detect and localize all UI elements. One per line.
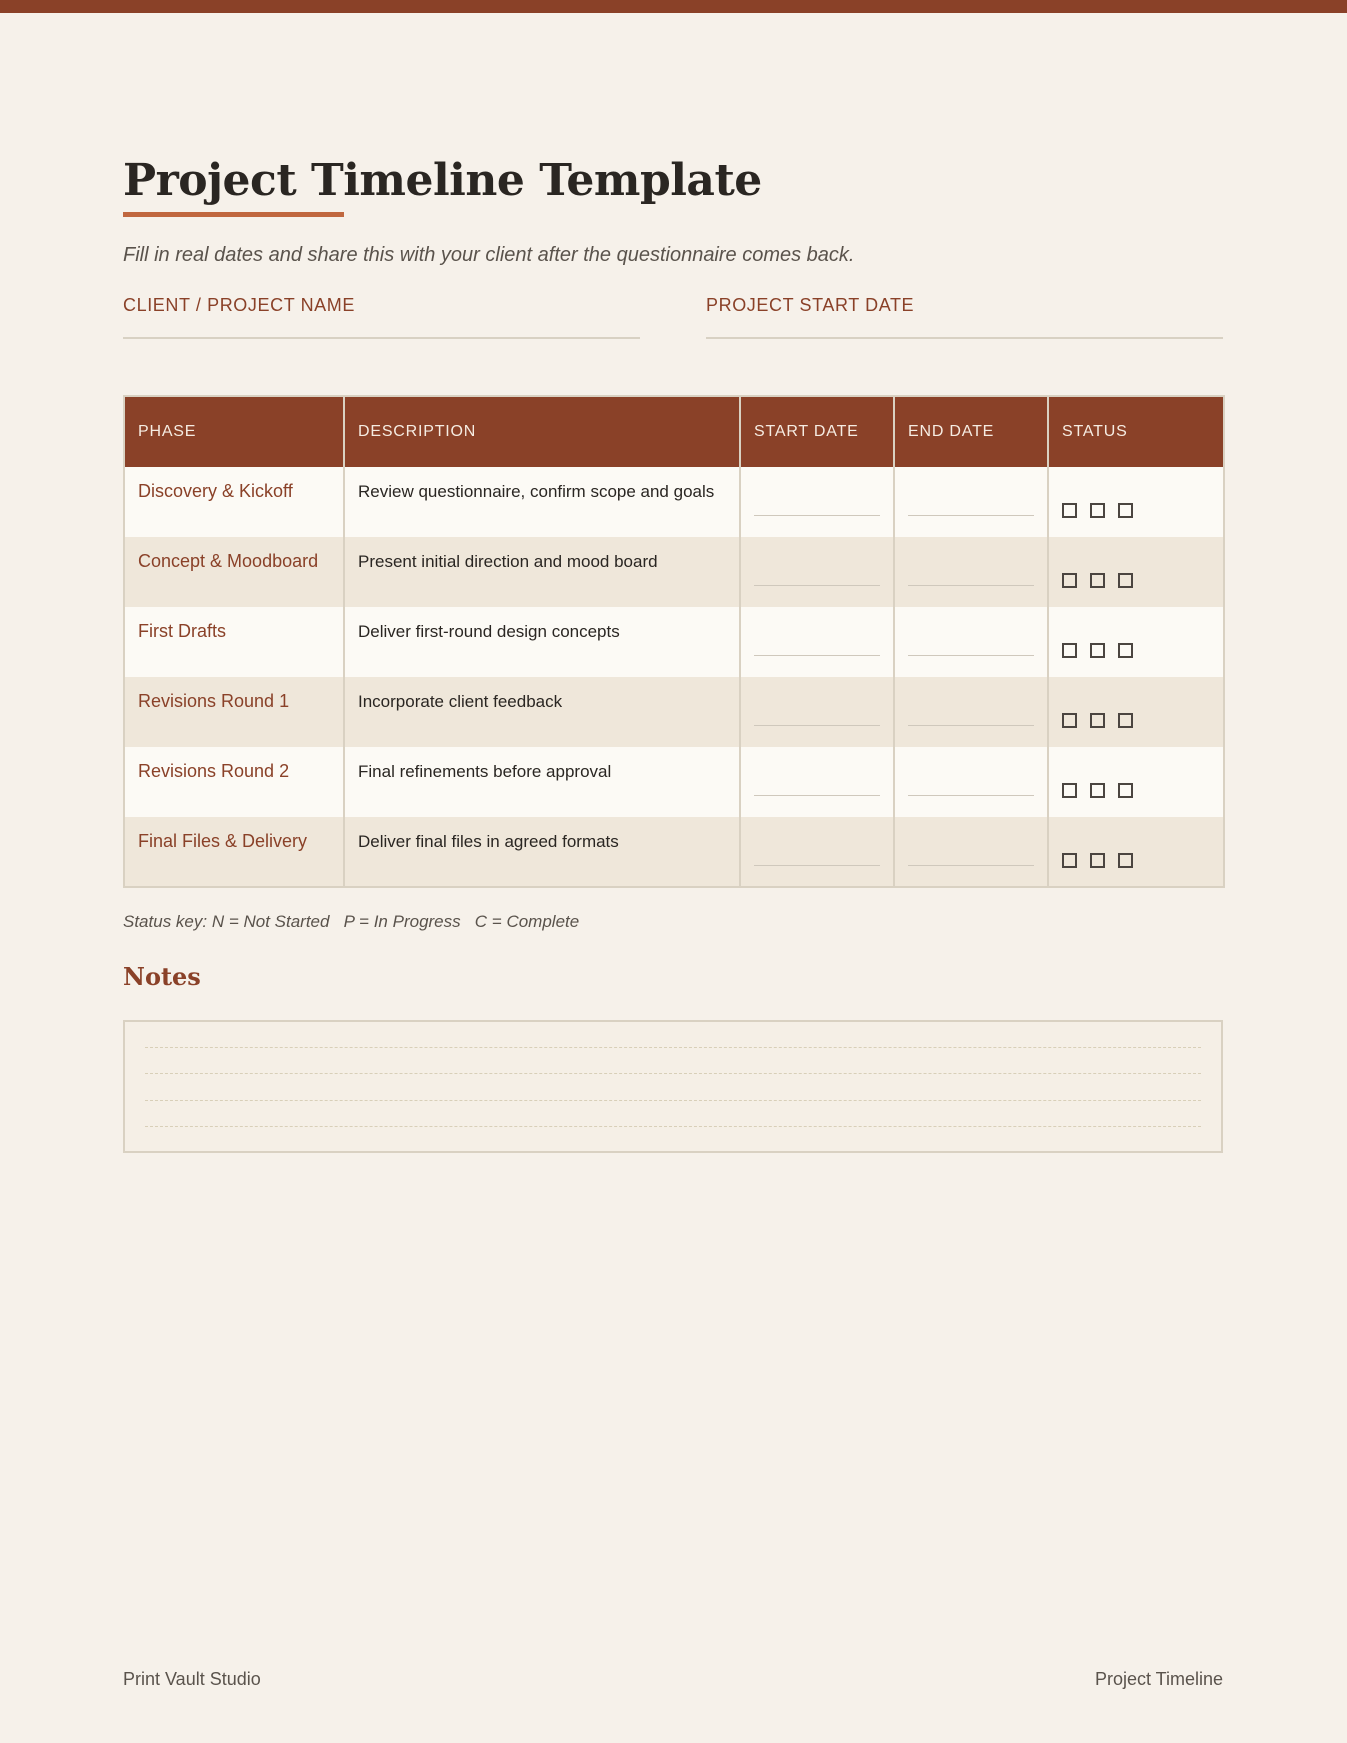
status-cell [1048,747,1224,817]
description-cell: Deliver first-round design concepts [344,607,740,677]
notes-heading: Notes [123,962,201,991]
start-date-line [754,795,880,796]
table-header-row [124,396,1224,467]
status-cell [1048,607,1224,677]
start-date-line [754,725,880,726]
status-checkboxes [1062,643,1133,658]
end-date-cell[interactable] [894,607,1048,677]
end-date-cell[interactable] [894,677,1048,747]
status-cell [1048,467,1224,537]
header-start-date: START DATE [740,396,894,467]
start-date-cell[interactable] [740,607,894,677]
end-date-line [908,515,1034,516]
start-date-line [754,515,880,516]
status-checkbox-p[interactable] [1090,713,1105,728]
table-row [124,607,1224,677]
end-date-cell[interactable] [894,467,1048,537]
client-name-field[interactable] [123,295,640,316]
start-date-line [754,865,880,866]
end-date-cell[interactable] [894,817,1048,887]
end-date-line [908,795,1034,796]
description-cell: Final refinements before approval [344,747,740,817]
end-date-line [908,585,1034,586]
start-date-cell[interactable] [740,537,894,607]
end-date-cell[interactable] [894,747,1048,817]
notes-line [145,1100,1201,1101]
notes-box[interactable] [123,1020,1223,1153]
status-checkbox-p[interactable] [1090,503,1105,518]
end-date-line [908,655,1034,656]
status-checkbox-c[interactable] [1118,713,1133,728]
phase-cell: Discovery & Kickoff [124,467,344,537]
description-cell: Deliver final files in agreed formats [344,817,740,887]
status-checkbox-p[interactable] [1090,573,1105,588]
status-checkbox-p[interactable] [1090,643,1105,658]
notes-line [145,1126,1201,1127]
title-underline [123,212,344,217]
status-checkbox-c[interactable] [1118,573,1133,588]
project-start-date-line[interactable] [706,337,1223,339]
table-row [124,677,1224,747]
status-checkbox-n[interactable] [1062,713,1077,728]
end-date-line [908,865,1034,866]
status-checkboxes [1062,573,1133,588]
header-end-date: END DATE [894,396,1048,467]
status-cell [1048,537,1224,607]
status-checkbox-p[interactable] [1090,783,1105,798]
status-checkboxes [1062,713,1133,728]
description-cell: Present initial direction and mood board [344,537,740,607]
table-row [124,817,1224,887]
status-cell [1048,817,1224,887]
timeline-table [123,395,1225,888]
project-start-date-field[interactable] [706,295,1223,316]
page-subtitle: Fill in real dates and share this with your client after the questionnaire comes back. [123,244,855,266]
description-cell: Review questionnaire, confirm scope and goals [344,467,740,537]
start-date-cell[interactable] [740,817,894,887]
header-phase: PHASE [124,396,344,467]
project-start-date-label: PROJECT START DATE [706,295,915,315]
status-checkbox-c[interactable] [1118,503,1133,518]
table-row [124,467,1224,537]
phase-cell: Final Files & Delivery [124,817,344,887]
status-checkbox-c[interactable] [1118,783,1133,798]
start-date-line [754,585,880,586]
status-checkbox-n[interactable] [1062,783,1077,798]
phase-cell: Concept & Moodboard [124,537,344,607]
status-checkbox-c[interactable] [1118,643,1133,658]
header-status: STATUS [1048,396,1224,467]
end-date-line [908,725,1034,726]
table-row [124,747,1224,817]
header-description: DESCRIPTION [344,396,740,467]
top-accent-bar [0,0,1347,13]
start-date-cell[interactable] [740,677,894,747]
status-checkbox-p[interactable] [1090,853,1105,868]
table-row [124,537,1224,607]
status-checkbox-n[interactable] [1062,503,1077,518]
status-checkboxes [1062,853,1133,868]
client-name-label: CLIENT / PROJECT NAME [123,295,355,315]
status-checkbox-n[interactable] [1062,643,1077,658]
phase-cell: First Drafts [124,607,344,677]
start-date-cell[interactable] [740,747,894,817]
status-checkboxes [1062,783,1133,798]
notes-line [145,1073,1201,1074]
start-date-line [754,655,880,656]
footer-document-name: Project Timeline [1094,1669,1223,1689]
phase-cell: Revisions Round 2 [124,747,344,817]
description-cell: Incorporate client feedback [344,677,740,747]
end-date-cell[interactable] [894,537,1048,607]
status-checkbox-c[interactable] [1118,853,1133,868]
start-date-cell[interactable] [740,467,894,537]
notes-line [145,1047,1201,1048]
client-name-line[interactable] [123,337,640,339]
status-checkbox-n[interactable] [1062,853,1077,868]
phase-cell: Revisions Round 1 [124,677,344,747]
footer-studio-name: Print Vault Studio [123,1669,261,1689]
status-key: Status key: N = Not Started P = In Progress C = Complete [123,912,580,931]
status-cell [1048,677,1224,747]
status-checkbox-n[interactable] [1062,573,1077,588]
status-checkboxes [1062,503,1133,518]
page-title: Project Timeline Template [123,155,762,206]
